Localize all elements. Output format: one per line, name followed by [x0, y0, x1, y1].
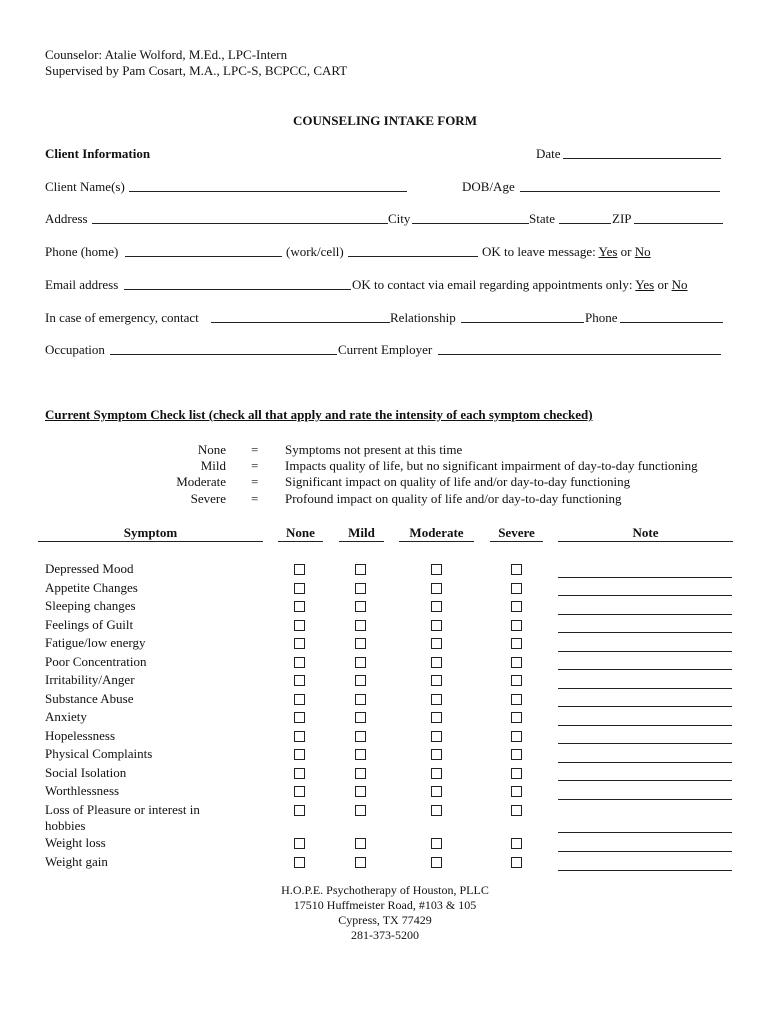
symptom-label: Weight gain: [45, 854, 108, 869]
checkbox-mild[interactable]: [355, 601, 366, 612]
dob-age-label: DOB/Age: [462, 179, 515, 194]
relationship-label: Relationship: [390, 310, 456, 325]
form-title: COUNSELING INTAKE FORM: [293, 113, 477, 128]
col-moderate: Moderate: [409, 525, 464, 540]
checkbox-severe[interactable]: [511, 620, 522, 631]
note-field[interactable]: [558, 688, 732, 689]
checkbox-moderate[interactable]: [431, 657, 442, 668]
checkbox-none[interactable]: [294, 838, 305, 849]
symptom-label: Feelings of Guilt: [45, 617, 134, 632]
checkbox-severe[interactable]: [511, 749, 522, 760]
checkbox-severe[interactable]: [511, 675, 522, 686]
checkbox-mild[interactable]: [355, 731, 366, 742]
checkbox-moderate[interactable]: [431, 749, 442, 760]
checkbox-severe[interactable]: [511, 657, 522, 668]
checkbox-none[interactable]: [294, 583, 305, 594]
checkbox-mild[interactable]: [355, 620, 366, 631]
symptom-label: Irritability/Anger: [45, 672, 135, 687]
symptom-label: hobbies: [45, 818, 86, 833]
emergency-label: In case of emergency, contact: [45, 310, 199, 325]
checkbox-moderate[interactable]: [431, 638, 442, 649]
work-cell-label: (work/cell): [286, 244, 344, 259]
note-field[interactable]: [558, 669, 732, 670]
col-note-rule: [558, 541, 733, 542]
ok-email-or: or: [657, 277, 669, 292]
email-field[interactable]: [124, 289, 351, 290]
legend-eq: =: [251, 474, 259, 489]
state-field[interactable]: [559, 223, 611, 224]
legend-eq: =: [251, 442, 259, 457]
note-field[interactable]: [558, 632, 732, 633]
footer-address: 17510 Huffmeister Road, #103 & 105: [293, 898, 477, 912]
legend-term: Moderate: [176, 474, 226, 489]
note-field[interactable]: [558, 851, 732, 852]
checkbox-none[interactable]: [294, 694, 305, 705]
ok-message-or: or: [620, 244, 632, 259]
employer-label: Current Employer: [338, 342, 433, 357]
col-none-rule: [278, 541, 323, 542]
checkbox-moderate[interactable]: [431, 675, 442, 686]
phone-home-field[interactable]: [125, 256, 282, 257]
col-none: None: [286, 525, 315, 540]
legend-term: None: [197, 442, 226, 457]
note-field[interactable]: [558, 577, 732, 578]
checkbox-severe[interactable]: [511, 601, 522, 612]
ok-message-label: OK to leave message:: [482, 244, 596, 259]
checkbox-mild[interactable]: [355, 838, 366, 849]
symptom-label: Social Isolation: [45, 765, 127, 780]
checkbox-severe[interactable]: [511, 564, 522, 575]
col-mild: Mild: [348, 525, 375, 540]
checkbox-none[interactable]: [294, 601, 305, 612]
symptom-label: Anxiety: [45, 709, 87, 724]
note-field[interactable]: [558, 780, 732, 781]
date-label: Date: [536, 146, 561, 161]
note-field[interactable]: [558, 651, 732, 652]
legend-desc: Significant impact on quality of life and/or day-to-day functioning: [285, 474, 631, 489]
phone-label: Phone: [585, 310, 618, 325]
symptom-label: Loss of Pleasure or interest in: [45, 802, 200, 817]
checkbox-mild[interactable]: [355, 638, 366, 649]
checkbox-none[interactable]: [294, 786, 305, 797]
symptom-label: Physical Complaints: [45, 746, 153, 761]
symptom-label: Substance Abuse: [45, 691, 134, 706]
checkbox-moderate[interactable]: [431, 712, 442, 723]
checkbox-moderate[interactable]: [431, 601, 442, 612]
note-field[interactable]: [558, 595, 732, 596]
note-field[interactable]: [558, 832, 732, 833]
note-field[interactable]: [558, 799, 732, 800]
col-note: Note: [632, 525, 659, 540]
legend-desc: Impacts quality of life, but no significant impairment of day-to-day functioning: [285, 458, 698, 473]
supervisor-line: Supervised by Pam Cosart, M.A., LPC-S, BCPCC, CART: [45, 63, 348, 78]
checkbox-none[interactable]: [294, 857, 305, 868]
state-label: State: [529, 211, 555, 226]
legend-term: Severe: [190, 491, 226, 506]
ok-message-no[interactable]: No: [634, 244, 651, 259]
checkbox-severe[interactable]: [511, 694, 522, 705]
checkbox-mild[interactable]: [355, 805, 366, 816]
checkbox-moderate[interactable]: [431, 786, 442, 797]
checkbox-moderate[interactable]: [431, 838, 442, 849]
checkbox-none[interactable]: [294, 731, 305, 742]
checkbox-mild[interactable]: [355, 583, 366, 594]
work-cell-field[interactable]: [348, 256, 478, 257]
note-field[interactable]: [558, 725, 732, 726]
checkbox-none[interactable]: [294, 712, 305, 723]
client-names-label: Client Name(s): [45, 179, 125, 194]
note-field[interactable]: [558, 706, 732, 707]
legend-term: Mild: [200, 458, 226, 473]
checkbox-severe[interactable]: [511, 638, 522, 649]
checkbox-moderate[interactable]: [431, 694, 442, 705]
ok-email-option: [352, 277, 687, 293]
col-severe: Severe: [498, 525, 535, 540]
emergency-field[interactable]: [211, 322, 390, 323]
checkbox-moderate[interactable]: [431, 583, 442, 594]
col-severe-rule: [490, 541, 543, 542]
checkbox-mild[interactable]: [355, 786, 366, 797]
checkbox-mild[interactable]: [355, 857, 366, 868]
zip-field[interactable]: [634, 223, 723, 224]
legend-desc: Profound impact on quality of life and/or day-to-day functioning: [285, 491, 622, 506]
checkbox-severe[interactable]: [511, 583, 522, 594]
checkbox-mild[interactable]: [355, 657, 366, 668]
symptom-label: Appetite Changes: [45, 580, 138, 595]
checkbox-severe[interactable]: [511, 712, 522, 723]
checkbox-severe[interactable]: [511, 731, 522, 742]
checkbox-mild[interactable]: [355, 694, 366, 705]
symptom-label: Poor Concentration: [45, 654, 147, 669]
col-mild-rule: [339, 541, 384, 542]
checkbox-mild[interactable]: [355, 749, 366, 760]
footer-practice: H.O.P.E. Psychotherapy of Houston, PLLC: [281, 883, 489, 897]
checkbox-severe[interactable]: [511, 805, 522, 816]
relationship-field[interactable]: [461, 322, 584, 323]
address-field[interactable]: [92, 223, 388, 224]
city-field[interactable]: [412, 223, 529, 224]
checkbox-moderate[interactable]: [431, 768, 442, 779]
symptom-label: Fatigue/low energy: [45, 635, 146, 650]
footer-phone: 281-373-5200: [351, 928, 419, 942]
address-label: Address: [45, 211, 88, 226]
note-field[interactable]: [558, 614, 732, 615]
dob-age-field[interactable]: [520, 191, 720, 192]
zip-label: ZIP: [612, 211, 632, 226]
employer-field[interactable]: [438, 354, 721, 355]
checkbox-none[interactable]: [294, 620, 305, 631]
legend-eq: =: [251, 491, 259, 506]
checkbox-none[interactable]: [294, 749, 305, 760]
ok-email-label: OK to contact via email regarding appointments only:: [352, 277, 633, 292]
checkbox-mild[interactable]: [355, 564, 366, 575]
col-symptom-rule: [38, 541, 263, 542]
occupation-label: Occupation: [45, 342, 105, 357]
checkbox-none[interactable]: [294, 675, 305, 686]
checkbox-moderate[interactable]: [431, 857, 442, 868]
col-symptom: Symptom: [123, 525, 178, 540]
checkbox-moderate[interactable]: [431, 805, 442, 816]
checkbox-none[interactable]: [294, 768, 305, 779]
checkbox-moderate[interactable]: [431, 731, 442, 742]
footer-city: Cypress, TX 77429: [338, 913, 432, 927]
checkbox-severe[interactable]: [511, 857, 522, 868]
phone-field[interactable]: [620, 322, 723, 323]
symptom-label: Weight loss: [45, 835, 106, 850]
occupation-field[interactable]: [110, 354, 337, 355]
checkbox-mild[interactable]: [355, 675, 366, 686]
symptom-label: Depressed Mood: [45, 561, 134, 576]
symptom-label: Sleeping changes: [45, 598, 136, 613]
note-field[interactable]: [558, 762, 732, 763]
symptom-label: Hopelessness: [45, 728, 116, 743]
checkbox-none[interactable]: [294, 805, 305, 816]
checkbox-severe[interactable]: [511, 838, 522, 849]
phone-home-label: Phone (home): [45, 244, 119, 259]
checkbox-moderate[interactable]: [431, 620, 442, 631]
checkbox-severe[interactable]: [511, 786, 522, 797]
city-label: City: [388, 211, 411, 226]
ok-message-yes[interactable]: Yes: [598, 244, 618, 259]
ok-message-option: [482, 244, 651, 260]
checkbox-severe[interactable]: [511, 768, 522, 779]
checkbox-none[interactable]: [294, 657, 305, 668]
legend-desc: Symptoms not present at this time: [285, 442, 463, 457]
date-field[interactable]: [563, 158, 721, 159]
counselor-line: Counselor: Atalie Wolford, M.Ed., LPC-Intern: [45, 47, 288, 62]
checkbox-mild[interactable]: [355, 712, 366, 723]
client-info-heading: Client Information: [45, 146, 151, 161]
ok-email-no[interactable]: No: [671, 277, 688, 292]
client-names-field[interactable]: [129, 191, 407, 192]
checkbox-none[interactable]: [294, 564, 305, 575]
ok-email-yes[interactable]: Yes: [635, 277, 655, 292]
checkbox-mild[interactable]: [355, 768, 366, 779]
note-field[interactable]: [558, 870, 732, 871]
note-field[interactable]: [558, 743, 732, 744]
col-moderate-rule: [399, 541, 474, 542]
checklist-heading: Current Symptom Check list (check all that apply and rate the intensity of each symptom checked): [45, 407, 593, 422]
checkbox-none[interactable]: [294, 638, 305, 649]
email-label: Email address: [45, 277, 119, 292]
checkbox-moderate[interactable]: [431, 564, 442, 575]
legend-eq: =: [251, 458, 259, 473]
symptom-label: Worthlessness: [45, 783, 120, 798]
